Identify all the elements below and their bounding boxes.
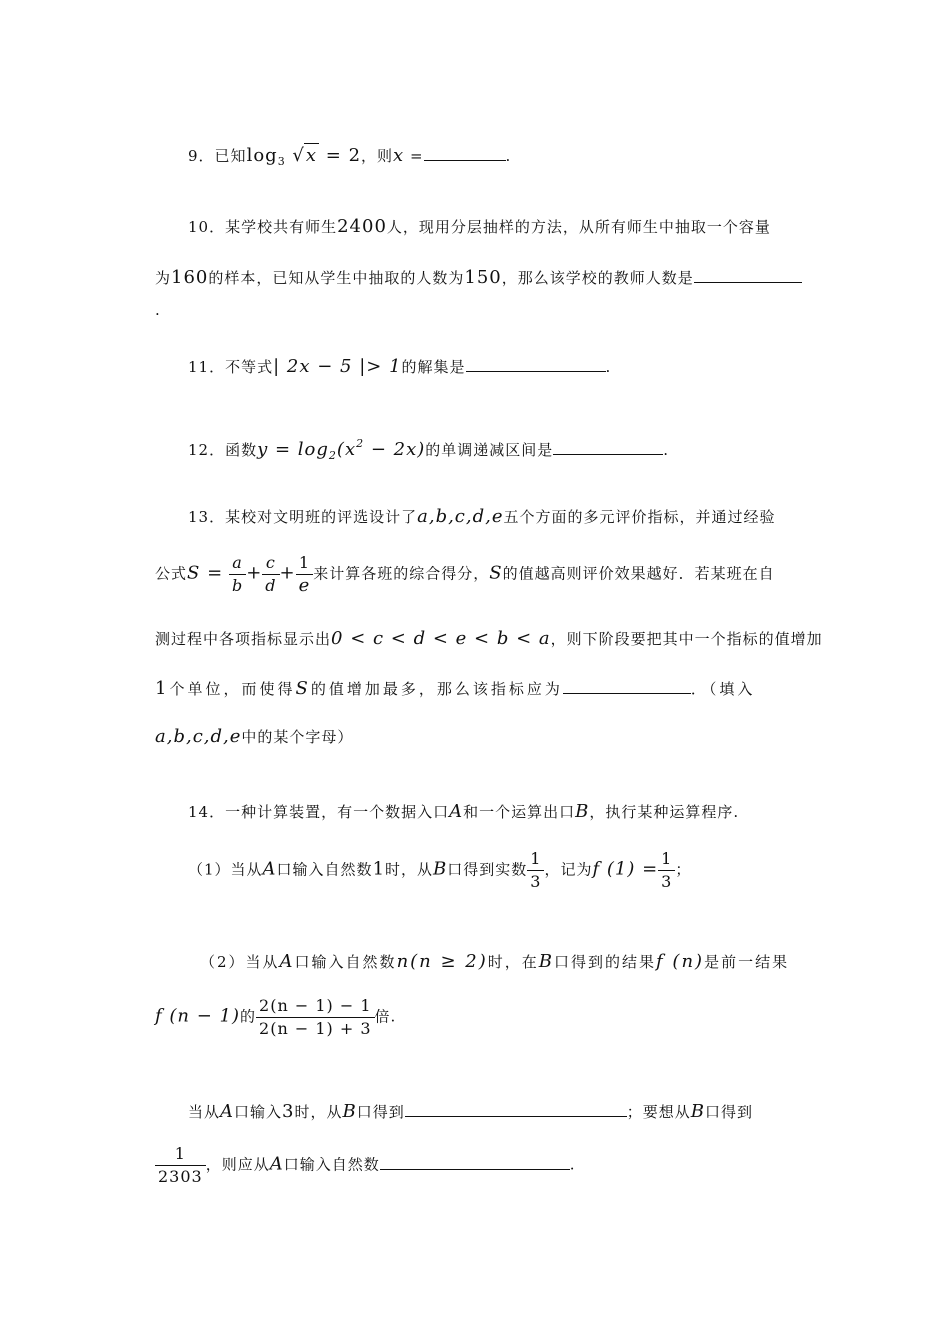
math-log: $\log_3 √x = 2$	[246, 145, 362, 168]
fraction-1-over-e: $\frac{1}{e}$	[296, 552, 314, 597]
problem-11: 11．不等式| 2x − 5 |> 1的解集是 .	[188, 356, 612, 377]
answer-blank[interactable]	[380, 1155, 570, 1170]
math-var: x	[393, 145, 405, 166]
fraction-one-third: $\frac{1}{3}$	[658, 848, 675, 893]
fraction-ratio: $\frac{2(n - 1) - 1}{2(n - 1) + 3}$	[256, 995, 374, 1040]
problem-9: 9．已知$\log_3 √x = 2$，则x = .	[188, 145, 512, 168]
answer-blank[interactable]	[405, 1102, 627, 1117]
problem-10-line-2: 为160的样本，已知从学生中抽取的人数为150，那么该学校的教师人数是	[155, 266, 802, 290]
math-number: 150	[464, 267, 502, 288]
problem-10-line-1: 10．某学校共有师生2400人，现用分层抽样的方法，从所有师生中抽取一个容量	[188, 216, 771, 237]
problem-number: 9．	[188, 147, 215, 165]
problem-number: 11．	[188, 358, 226, 376]
fraction-1-over-2303: $\frac{1}{2303}$	[155, 1143, 206, 1188]
problem-14-question-line-1: 当从A口输入3时，从B口得到 ；要想从B口得到	[188, 1101, 754, 1122]
math-inequality: | 2x − 5 |> 1	[273, 356, 402, 377]
problem-number: 12．	[188, 441, 226, 459]
answer-blank[interactable]	[466, 357, 606, 372]
fraction-one-third: $\frac{1}{3}$	[527, 848, 544, 893]
math-letters: a,b,c,d,e	[417, 506, 504, 527]
problem-10-line-3: .	[155, 301, 160, 319]
problem-13-line-2: 公式S = $\frac{a}{b}$ + $\frac{c}{d}$ + $\frac{1}{e}$ 来计算各班的综合得分，S的值越高则评价效果越好．若某班在自	[155, 553, 775, 596]
problem-number: 13．	[188, 508, 226, 526]
problem-14-part-2-line-1: （2）当从A口输入自然数n(n ≥ 2)时，在B口得到的结果f (n)是前一结果	[200, 951, 790, 972]
problem-14-line-1: 14．一种计算装置，有一个数据入口A和一个运算出口B，执行某种运算程序.	[188, 801, 740, 822]
problem-14-part-2-line-2: f (n − 1)的 $\frac{2(n - 1) - 1}{2(n - 1) + 3}$ 倍.	[155, 996, 397, 1038]
problem-number: 14．	[188, 803, 226, 821]
problem-13-line-4: 1个单位，而使得S的值增加最多，那么该指标应为 ．（填入	[155, 678, 756, 699]
math-number: 160	[171, 267, 209, 288]
problem-13-line-3: 测过程中各项指标显示出0 < c < d < e < b < a，则下阶段要把其中一个指标的值增加	[155, 628, 823, 649]
math-function: $y = \log_2(x^2 - 2x)$	[257, 437, 426, 462]
problem-13-line-1: 13．某校对文明班的评选设计了a,b,c,d,e五个方面的多元评价指标，并通过经验	[188, 506, 776, 527]
problem-14-question-line-2: $\frac{1}{2303}$ ，则应从A口输入自然数 .	[155, 1143, 576, 1188]
fraction-a-over-b: $\frac{a}{b}$	[229, 552, 246, 597]
problem-12: 12．函数$y = \log_2(x^2 - 2x)$的单调递减区间是 .	[188, 437, 670, 462]
problem-14-part-1: （1）当从A口输入自然数1时，从B口得到实数 $\frac{1}{3}$ ，记为f (1) = $\frac{1}{3}$ ；	[188, 849, 692, 891]
math-inequality: 0 < c < d < e < b < a	[331, 628, 551, 649]
math-formula-lhs: S =	[187, 562, 224, 584]
problem-number: 10．	[188, 218, 226, 236]
fraction-c-over-d: $\frac{c}{d}$	[262, 552, 279, 597]
math-number: 2400	[337, 216, 387, 237]
answer-blank[interactable]	[424, 146, 506, 161]
answer-blank[interactable]	[563, 679, 691, 694]
answer-blank[interactable]	[553, 440, 663, 455]
answer-blank[interactable]	[694, 268, 802, 283]
problem-text: 已知	[214, 147, 247, 165]
problem-13-line-5: a,b,c,d,e中的某个字母）	[155, 726, 354, 747]
